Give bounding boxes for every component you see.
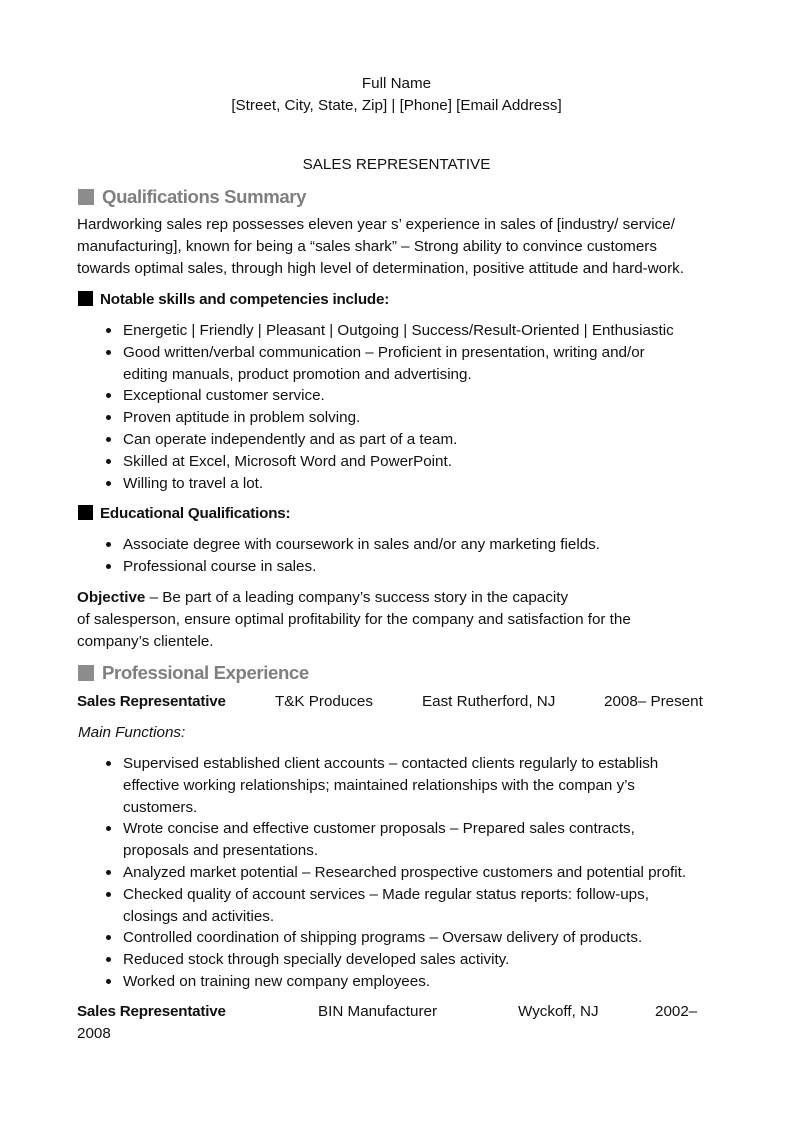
main-functions-label: Main Functions: <box>78 724 186 741</box>
job-dates: 2008– Present <box>604 693 703 710</box>
education-heading <box>78 503 290 525</box>
skills-heading <box>78 289 389 311</box>
list-item: Associate degree with coursework in sales and/or any marketing fields. <box>100 534 600 556</box>
skills-list <box>100 320 674 494</box>
subheading-square-icon <box>78 505 93 520</box>
list-item: Willing to travel a lot. <box>100 473 674 495</box>
qualifications-heading <box>78 186 306 208</box>
job-header-2 <box>77 1001 717 1023</box>
job-dates: 2002– <box>655 1003 698 1020</box>
job-company: BIN Manufacturer <box>318 1003 438 1020</box>
list-item: Skilled at Excel, Microsoft Word and PowerPoint. <box>100 451 674 473</box>
objective-text: company’s clientele. <box>77 632 214 650</box>
job-title: Sales Representative <box>77 1003 226 1020</box>
job-title: Sales Representative <box>77 693 226 710</box>
objective-text: of salesperson, ensure optimal profitability for the company and satisfaction for the <box>77 610 631 628</box>
list-item: Checked quality of account services – Made regular status reports: follow-ups, closings and activities. <box>100 884 686 928</box>
job-location: East Rutherford, NJ <box>422 693 556 710</box>
summary-line: towards optimal sales, through high level of determination, positive attitude and hard-work. <box>77 259 684 277</box>
summary-paragraph <box>77 214 684 279</box>
list-item: Good written/verbal communication – Proficient in presentation, writing and/or editing manuals, product promotion and advertising. <box>100 342 674 386</box>
job-company: T&K Produces <box>275 693 373 710</box>
list-item: Professional course in sales. <box>100 556 600 578</box>
job-location: Wyckoff, NJ <box>518 1003 599 1020</box>
list-item: Controlled coordination of shipping programs – Oversaw delivery of products. <box>100 927 686 949</box>
list-item: Proven aptitude in problem solving. <box>100 407 674 429</box>
list-item: Reduced stock through specially developed sales activity. <box>100 949 686 971</box>
job-header-1 <box>77 691 717 713</box>
job-title: SALES REPRESENTATIVE <box>302 156 491 173</box>
experience-heading-text: Professional Experience <box>102 662 309 683</box>
objective-label: Objective <box>77 589 146 606</box>
list-item: Can operate independently and as part of a team. <box>100 429 674 451</box>
heading-square-icon <box>78 189 94 205</box>
experience-heading <box>78 662 309 684</box>
education-heading-text: Educational Qualifications: <box>100 505 291 522</box>
full-name: Full Name <box>361 75 432 92</box>
qualifications-heading-text: Qualifications Summary <box>102 186 307 207</box>
list-item: Energetic | Friendly | Pleasant | Outgoing | Success/Result-Oriented | Enthusiastic <box>100 320 674 342</box>
list-item: Worked on training new company employees. <box>100 971 686 993</box>
functions-list <box>100 753 686 993</box>
list-item: Analyzed market potential – Researched prospective customers and potential profit. <box>100 862 686 884</box>
skills-heading-text: Notable skills and competencies include: <box>100 291 390 308</box>
subheading-square-icon <box>78 291 93 306</box>
objective-paragraph <box>77 587 631 652</box>
list-item: Exceptional customer service. <box>100 385 674 407</box>
summary-line: manufacturing], known for being a “sales shark” – Strong ability to convince customers <box>77 237 657 255</box>
contact-line: [Street, City, State, Zip] | [Phone] [Email Address] <box>231 97 562 114</box>
list-item: Supervised established client accounts – contacted clients regularly to establish effective working relationships; maintained relationships with the compan y’s customers. <box>100 753 686 818</box>
heading-square-icon <box>78 665 94 681</box>
education-list <box>100 534 600 578</box>
job-dates-continued: 2008 <box>77 1025 111 1042</box>
list-item: Wrote concise and effective customer proposals – Prepared sales contracts, proposals and presentations. <box>100 818 686 862</box>
objective-text: – Be part of a leading company’s success story in the capacity <box>145 589 569 606</box>
summary-line: Hardworking sales rep possesses eleven year s’ experience in sales of [industry/ service/ <box>77 216 675 233</box>
